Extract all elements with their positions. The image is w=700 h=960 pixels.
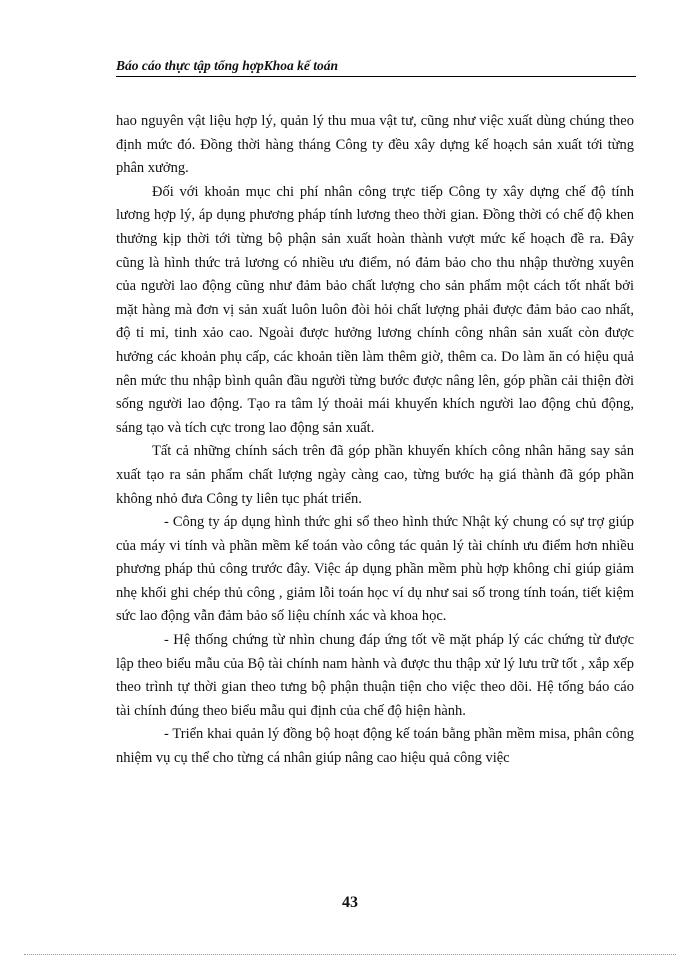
paragraph-vouchers: - Hệ thống chứng từ nhìn chung đáp ứng tốt về mặt pháp lý các chứng từ được lập theo biểu mẫu của Bộ tài chính nam hành và được thu thập xử lý lưu trữ tốt , xắp xếp theo trình tự thời gian theo tưng bộ phận thuận tiện cho việc theo dõi. Hệ tống báo cáo tài chính đúng theo biểu mẫu qui định của chế độ hiện hành. [116,632,634,719]
paragraph-misa: - Triển khai quản lý đồng bộ hoạt động kế toán bằng phần mềm misa, phân công nhiệm vụ cụ thể cho từng cá nhân giúp nâng cao hiệu quả công việc [116,726,634,767]
page-number: 43 [342,894,358,911]
header-divider [116,76,636,77]
paragraph-labor-cost: Đối với khoản mục chi phí nhân công trực tiếp Công ty xây dựng chế độ tính lương hợp lý, áp dụng phương pháp tính lương theo thời gian. Đồng thời có chế độ khen thưởng kịp thời tới từng bộ phận sản xuất hoàn thành vượt mức kế hoạch đề ra. Đây cũng là hình thức trả lương có nhiều ưu điểm, nó đảm bảo cho thu nhập thường xuyên của người lao động cũng như đảm bảo chất lượng cho sản phẩm một cách tốt nhất bởi mặt hàng mà đơn vị sản xuất luôn luôn đòi hỏi chất lượng phải được đảm bảo cao nhất, độ tỉ mỉ, tinh xảo cao. Ngoài được hưởng lương chính công nhân sản xuất còn được hưởng các khoản phụ cấp, các khoản tiền làm thêm giờ, thêm ca. Do làm ăn có hiệu quả nên mức thu nhập bình quân đầu người từng bước được nâng lên, góp phần cải thiện đời sống người lao động. Tạo ra tâm lý thoải mái khuyến khích người lao động chủ động, sáng tạo và tích cực trong lao động sản xuất. [116,183,634,436]
page-header-title: Báo cáo thực tập tổng hợpKhoa kế toán [116,58,338,73]
paragraph-bookkeeping: - Công ty áp dụng hình thức ghi sổ theo hình thức Nhật ký chung có sự trợ giúp của máy vi tính và phần mềm kế toán vào công tác quản lý tài chính ưu điểm hơn nhiều phương pháp thủ công trước đây. Việc áp dụng phần mềm phù hợp không chỉ giúp giảm nhẹ khối ghi chép thủ công , giảm lỗi toán học ví dụ như sai số trong tính toán, tiết kiệm sức lao động vẫn đảm bảo số liệu chính xác và khoa học. [116,514,634,625]
paragraph-continuation: hao nguyên vật liệu hợp lý, quản lý thu mua vật tư, cũng như việc xuất dùng chúng theo định mức đó. Đồng thời hàng tháng Công ty đều xây dựng kế hoạch sản xuất tới từng phân xưởng. [116,113,634,177]
document-body [116,110,634,771]
paragraph-policies: Tất cả những chính sách trên đã góp phần khuyến khích công nhân hăng say sản xuất tạo ra sản phẩm chất lượng ngày càng cao, từng bước hạ giá thành đã góp phần không nhỏ đưa Công ty liên tục phát triển. [116,443,634,507]
page-bottom-edge [24,954,676,955]
